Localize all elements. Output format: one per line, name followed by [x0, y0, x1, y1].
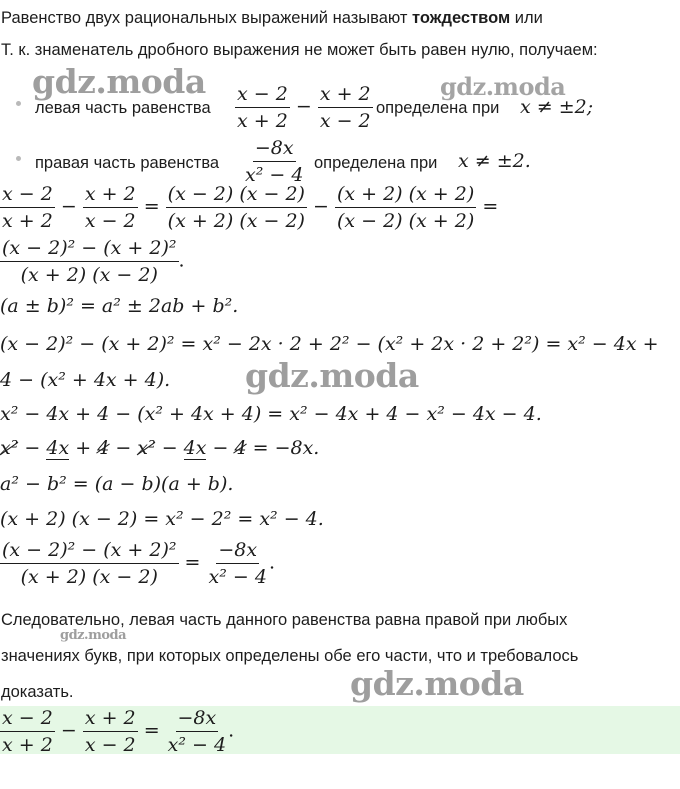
watermark-logo: gdz.moda: [440, 72, 566, 101]
intro-text-suffix: или: [510, 9, 543, 27]
formula-denominator: (x + 2) (x − 2) = x² − 2² = x² − 4.: [0, 508, 324, 530]
denominator: x + 2: [2, 210, 53, 232]
expansion-line-3: x² − 4x + 4 − (x² + 4x + 4) = x² − 4x + 4 − x² − 4x − 4.: [0, 403, 542, 425]
watermark-logo: gdz.moda: [245, 356, 419, 395]
expansion-line-2: 4 − (x² + 4x + 4).: [0, 369, 171, 391]
numerator: (x − 2)² − (x + 2)²: [0, 538, 179, 564]
bullet-left-value: x ≠ ±2;: [520, 96, 594, 118]
numerator: x − 2: [0, 182, 55, 208]
denominator: x² − 4: [208, 566, 267, 588]
cancellation-line: x² − 4x + 4 − x² − 4x − 4 = −8x.: [0, 437, 320, 459]
conclusion-line-3: доказать.: [1, 683, 74, 701]
numerator: x − 2: [0, 706, 55, 732]
denominator: x − 2: [84, 210, 136, 232]
bullet-left-cond: определена при: [376, 99, 500, 117]
bullet-right-cond: определена при: [314, 154, 438, 172]
fraction-right: [243, 136, 305, 187]
numerator: (x − 2) (x − 2): [166, 182, 307, 208]
watermark-logo: gdz.moda: [350, 664, 524, 703]
numerator: x + 2: [318, 82, 373, 108]
formula-square: (a ± b)² = a² ± 2ab + b².: [0, 295, 239, 317]
bullet-icon: [16, 101, 21, 106]
denominator: x − 2: [84, 734, 136, 756]
denominator: x − 2: [319, 110, 371, 132]
equation-combined: $\frac{\text{(x − 2)² − (x + 2)²}}{(x + 2) (x - 2)}$ .: [2, 237, 185, 286]
bullet-right-label: правая часть равенства: [35, 154, 220, 172]
denominator: (x + 2) (x − 2): [20, 264, 158, 286]
equation-transform: $\frac{x - 2}{x + 2}$ − $\frac{x + 2}{x - 2}$ = $\frac{(x - 2) (x - 2)}{(x + 2) (x - 2)}$ − $\frac{(x + 2) (x + 2)}{(x - 2) (x + 2)}$ =: [2, 183, 499, 232]
watermark-logo: gdz.moda: [60, 628, 127, 643]
intro-text: Равенство двух рациональных выражений называют: [1, 9, 413, 27]
denominator: x² − 4: [245, 164, 304, 186]
intro-line-2: Т. к. знаменатель дробного выражения не может быть равен нулю, получаем:: [1, 41, 598, 59]
equation-final-step: $\frac{\text{(x − 2)² − (x + 2)²}}{(x + 2) (x - 2)}$ = $\frac{-8x}{\text{x² − 4}}$ .: [2, 539, 275, 588]
intro-line-1: [1, 8, 543, 28]
numerator: x + 2: [83, 182, 138, 208]
denominator: (x + 2) (x − 2): [167, 210, 305, 232]
numerator: −8x: [253, 136, 296, 162]
watermark-logo: gdz.moda: [32, 62, 206, 101]
bullet-left-label: левая часть равенства: [35, 99, 211, 117]
cancel-result: = −8x.: [252, 437, 320, 459]
denominator: (x + 2) (x − 2): [20, 566, 158, 588]
denominator: x + 2: [2, 734, 53, 756]
bullet-icon: [16, 156, 21, 161]
term-identity: тождеством: [412, 9, 511, 27]
fraction-left: $\frac{x - 2}{x + 2}$ − $\frac{x + 2}{x - 2}$: [237, 83, 371, 132]
denominator: x + 2: [237, 110, 288, 132]
expansion-line-1: (x − 2)² − (x + 2)² = x² − 2x · 2 + 2² − (x² + 2x · 2 + 2²) = x² − 4x +: [0, 333, 659, 355]
denominator: x² − 4: [167, 734, 227, 756]
numerator: x − 2: [235, 82, 290, 108]
numerator: (x − 2)² − (x + 2)²: [0, 236, 179, 262]
numerator: −8x: [176, 706, 219, 732]
formula-diff-squares: a² − b² = (a − b)(a + b).: [0, 473, 234, 495]
conclusion-line-1: Следовательно, левая часть данного равенства равна правой при любых: [1, 611, 568, 629]
numerator: (x + 2) (x + 2): [335, 182, 476, 208]
conclusion-line-2: значениях букв, при которых определены обе его части, что и требовалось: [1, 647, 579, 665]
bullet-right-value: x ≠ ±2.: [458, 150, 531, 172]
denominator: (x − 2) (x + 2): [336, 210, 475, 232]
numerator: −8x: [216, 538, 259, 564]
answer-identity: $\frac{x - 2}{x + 2}$ − $\frac{x + 2}{x - 2}$ = $\frac{-8x}{\text{x² − 4}}$ .: [2, 707, 235, 756]
numerator: x + 2: [83, 706, 138, 732]
